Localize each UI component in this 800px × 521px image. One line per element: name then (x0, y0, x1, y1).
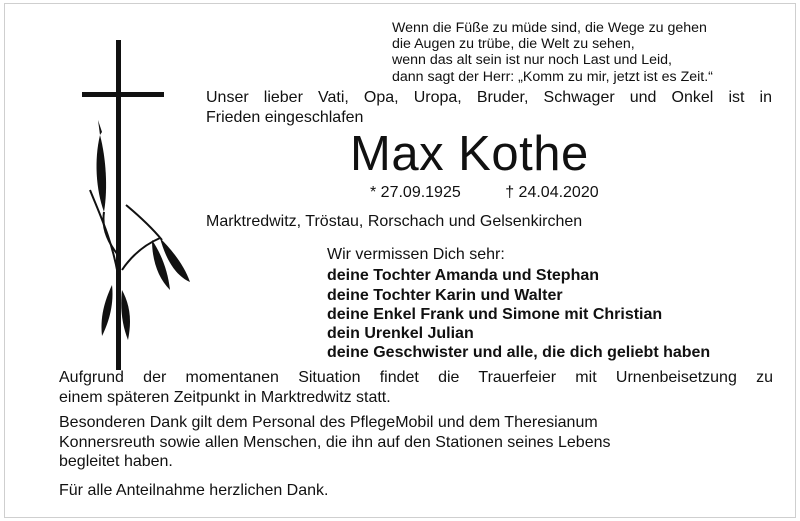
mourners-lead: Wir vermissen Dich sehr: (327, 246, 505, 263)
thanks-paragraph (59, 413, 773, 472)
life-dates (370, 183, 599, 203)
mourner-entry: deine Tochter Karin und Walter (327, 286, 563, 304)
funeral-notice-line: Aufgrund der momentanen Situation findet die Trauerfeier mit Urnenbeisetzung zu (59, 369, 773, 386)
places-list: Marktredwitz, Tröstau, Rorschach und Gelsenkirchen (206, 213, 583, 230)
funeral-notice (59, 368, 773, 407)
poem-line: wenn das alt sein ist nur noch Last und Leid, (392, 52, 672, 69)
funeral-notice-line: einem späteren Zeitpunkt in Marktredwitz statt. (59, 388, 391, 406)
mourner-entry: deine Enkel Frank und Simone mit Christian (327, 305, 663, 323)
death-date: † 24.04.2020 (505, 184, 599, 201)
intro-line: Frieden eingeschlafen (206, 109, 364, 126)
cross-with-wheat-icon (82, 40, 192, 370)
thanks-line: Besonderen Dank gilt dem Personal des PflegeMobil und dem Theresianum (59, 414, 598, 431)
birth-date: * 27.09.1925 (370, 184, 461, 201)
mourner-entry: deine Geschwister und alle, die dich geliebt haben (327, 344, 711, 362)
mourners-block (327, 245, 710, 363)
poem-line: die Augen zu trübe, die Welt zu sehen, (392, 36, 635, 53)
mourner-entry: dein Urenkel Julian (327, 325, 474, 343)
intro-text (206, 88, 772, 128)
poem-line: Wenn die Füße zu müde sind, die Wege zu gehen (392, 20, 707, 36)
thanks-line: begleitet haben. (59, 453, 173, 470)
poem (392, 20, 772, 85)
poem-line: dann sagt der Herr: „Komm zu mir, jetzt ist es Zeit.“ (392, 68, 713, 85)
intro-line: Unser lieber Vati, Opa, Uropa, Bruder, Schwager und Onkel ist in (206, 89, 772, 106)
mourner-entry: deine Tochter Amanda und Stephan (327, 267, 600, 285)
thanks-line: Konnersreuth sowie allen Menschen, die ihn auf den Stationen seines Lebens (59, 433, 611, 451)
deceased-name: Max Kothe (350, 127, 589, 181)
closing-line: Für alle Anteilnahme herzlichen Dank. (59, 482, 329, 499)
